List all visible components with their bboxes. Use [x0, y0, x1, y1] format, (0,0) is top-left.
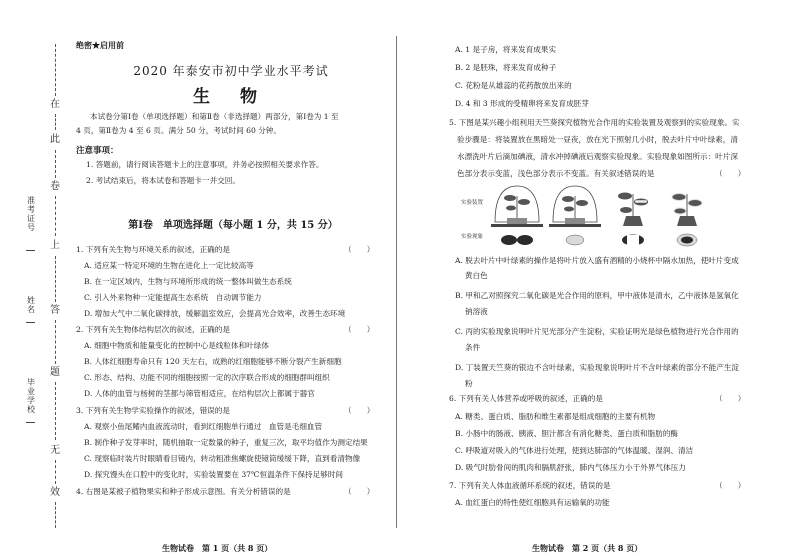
fig-label-setup: 实验装置	[461, 200, 484, 206]
answer-paren: （ ）	[344, 406, 375, 415]
q5-option-d-cont: 粉	[465, 379, 473, 388]
q5-option-a-cont: 黄白色	[465, 271, 488, 280]
q1-option-a: A. 适应某一特定环境的生物在进化上一定比较高等	[84, 261, 254, 270]
seal-dashed-line	[55, 382, 56, 440]
binding-label-name: 姓名	[27, 296, 35, 314]
question-5-stem-line: 色部分表示变蓝，浅色部分表示不变蓝。有关叙述错误的是	[457, 169, 655, 178]
q2-option-a: A. 细胞中物质和能量变化的控制中心是线粒体和叶绿体	[84, 341, 269, 350]
exam-page-2	[397, 0, 794, 560]
binding-label-school: 毕业学校	[27, 378, 35, 414]
section-title: 第Ⅰ卷 单项选择题（每小题 1 分，共 15 分）	[128, 220, 338, 231]
q5-option-c-cont: 条件	[465, 343, 481, 352]
seal-dashed-line	[55, 320, 56, 364]
q1-option-b: B. 在一定区域内，生物与环境所形成的统一整体叫做生态系统	[84, 277, 292, 286]
q4-option-b: B. 2 是胚珠，将来发育成种子	[455, 63, 557, 72]
seal-word: 此	[50, 134, 60, 145]
answer-paren: （ ）	[715, 481, 746, 490]
seal-word: 答	[50, 305, 60, 316]
answer-paren: （ ）	[715, 169, 746, 178]
result-leaf-yi	[566, 235, 584, 245]
confidential-label: 绝密★启用前	[76, 40, 124, 50]
q6-option-a: A. 糖类、蛋白质、脂肪和维生素都是组成细胞的主要有机物	[455, 412, 656, 421]
q3-option-d: D. 探究馒头在口腔中的变化时，实验装置要在 37℃恒温条件下保持足够时间	[84, 470, 344, 479]
q6-option-b: B. 小肠中的肠液、胰液、胆汁都含有消化糖类、蛋白质和脂肪的酶	[455, 429, 679, 438]
q2-option-c: C. 形态、结构、功能不同的细胞按照一定的次序联合形成的细胞群叫组织	[84, 373, 330, 382]
result-leaf-jia	[501, 235, 517, 245]
seal-dashed-line	[55, 44, 56, 96]
intro-line: 本试卷分第Ⅰ卷（单项选择题）和第Ⅱ卷（非选择题）两部分，第Ⅰ卷为 1 至	[90, 112, 339, 121]
subject-title: 生 物	[193, 87, 269, 107]
seal-word: 题	[50, 367, 60, 378]
question-5-stem-line: 5. 下图是某兴趣小组利用天竺葵探究植物光合作用的实验装置及观察到的实验现象。实	[449, 118, 740, 127]
binding-underline	[26, 422, 35, 423]
q3-option-a: A. 观察小鱼尾鳍内血液流动时，看到红细胞单行通过 血管是毛细血管	[84, 422, 323, 431]
notes-heading: 注意事项：	[76, 146, 119, 156]
q5-option-d: D. 丁装置天竺葵的银边不含叶绿素，实验现象说明叶片不含叶绿素的部分不能产生淀	[455, 363, 740, 372]
q7-option-a: A. 血红蛋白的特性使红细胞具有运输氧的功能	[455, 498, 610, 507]
answer-paren: （ ）	[344, 245, 375, 254]
question-1-stem: 1. 下列有关生物与环境关系的叙述，正确的是	[76, 245, 230, 254]
page-footer: 生物试卷 第 1 页（共 8 页）	[162, 543, 273, 553]
seal-dashed-line	[55, 256, 56, 302]
seal-word: 卷	[50, 181, 60, 192]
answer-paren: （ ）	[715, 394, 746, 403]
result-leaf-ding-dark	[681, 237, 693, 244]
seal-word: 在	[50, 99, 60, 110]
seal-dashed-line	[55, 150, 56, 178]
answer-paren: （ ）	[344, 325, 375, 334]
binding-underline	[26, 250, 35, 251]
q5-option-b-cont: 钠溶液	[465, 307, 488, 316]
question-6-stem: 6. 下列有关人体营养或呼吸的叙述，正确的是	[449, 394, 603, 403]
note-item: 1. 答题前，请行阅读答题卡上的注意事项，并务必按照相关要求作答。	[86, 160, 324, 169]
plant-setup-jia	[491, 186, 543, 227]
seal-word: 效	[50, 487, 60, 498]
q5-option-b: B. 甲和乙对照探究二氧化碳是光合作用的原料，甲中液体是清水，乙中液体是氢氧化	[455, 291, 739, 300]
seal-word: 无	[50, 445, 60, 456]
seal-dashed-line	[55, 114, 56, 130]
result-leaf-jia	[517, 235, 533, 245]
plant-setup-yi	[549, 186, 601, 227]
seal-dashed-line	[55, 460, 56, 484]
binding-label-exam-id: 准考证号	[27, 196, 35, 232]
photosynthesis-experiment-figure	[455, 182, 715, 250]
q4-option-d: D. 4 和 3 形成的受精卵将来发育成胚芽	[455, 99, 589, 108]
q2-option-d: D. 人体的血管与杨树的茎都与筛管相适应，在结构层次上都属于器官	[84, 389, 315, 398]
plant-setup-bing	[618, 193, 648, 227]
answer-paren: （ ）	[344, 487, 375, 496]
note-item: 2. 考试结束后，将本试卷和答题卡一并交回。	[86, 176, 240, 185]
q1-option-d: D. 增加大气中二氧化碳排放，缓解温室效应，会提高光合效率，改善生态环境	[84, 309, 346, 318]
q2-option-b: B. 人体红细胞寿命只有 120 天左右，成熟的红细胞能够不断分裂产生新细胞	[84, 357, 342, 366]
question-5-stem-line: 验步骤是：将装置放在黑暗处一昼夜，放在光下照射几小时，脱去叶片中叶绿素，清	[457, 135, 738, 144]
fig-label-result: 实验现象	[461, 234, 484, 240]
question-4-stem: 4. 右图是某被子植物果实和种子形成示意图。有关分析错误的是	[76, 487, 291, 496]
q3-option-b: B. 制作种子发芽率时，随机抽取一定数量的种子，重复三次，取平均值作为测定结果	[84, 438, 368, 447]
plant-setup-ding	[672, 194, 702, 227]
q4-option-a: A. 1 是子房，将来发育成果实	[455, 45, 557, 54]
exam-title: 2020 年泰安市初中学业水平考试	[133, 64, 329, 78]
seal-word: 上	[50, 240, 60, 251]
q5-option-a: A. 脱去叶片中叶绿素的操作是将叶片放入盛有酒精的小烧杯中隔水加热，使叶片变成	[455, 256, 739, 265]
intro-line: 4 页，第Ⅱ卷为 4 至 6 页。满分 50 分，考试时间 60 分钟。	[76, 126, 281, 135]
question-3-stem: 3. 下列有关生物学实验操作的叙述，错误的是	[76, 406, 230, 415]
question-7-stem: 7. 下列有关人体血液循环系统的叙述，错误的是	[449, 481, 611, 490]
question-2-stem: 2. 下列有关生物体结构层次的叙述，正确的是	[76, 325, 230, 334]
q5-option-c: C. 丙的实验现象说明叶片见光部分产生淀粉，实验证明光是绿色植物进行光合作用的	[455, 327, 739, 336]
q3-option-c: C. 现察临时装片时眼睛看目镜内，转动粗准焦螺旋使镜筒缓缓下降，直到看清物像	[84, 454, 361, 463]
question-5-stem-line: 水漂洗叶片后滴加碘液，清水冲掉碘液后观察实验现象。实验现象如图所示：叶片深	[457, 152, 738, 161]
seal-dashed-line	[55, 502, 56, 528]
q4-option-c: C. 花粉是从雄蕊的花药散放出来的	[455, 81, 572, 90]
q6-option-d: D. 吸气时肋骨间的肌肉和膈肌舒张，肺内气体压力小于外界气体压力	[455, 463, 686, 472]
binding-underline	[26, 322, 35, 323]
result-leaf-bing-light	[627, 235, 639, 246]
page-footer: 生物试卷 第 2 页（共 8 页）	[532, 543, 643, 553]
seal-dashed-line	[55, 196, 56, 236]
q1-option-c: C. 引入外来物种一定能提高生态系统 自动调节能力	[84, 293, 262, 302]
q6-option-c: C. 呼吸道对吸入的气体进行处理，使到达肺部的气体温暖、湿润、清洁	[455, 446, 694, 455]
